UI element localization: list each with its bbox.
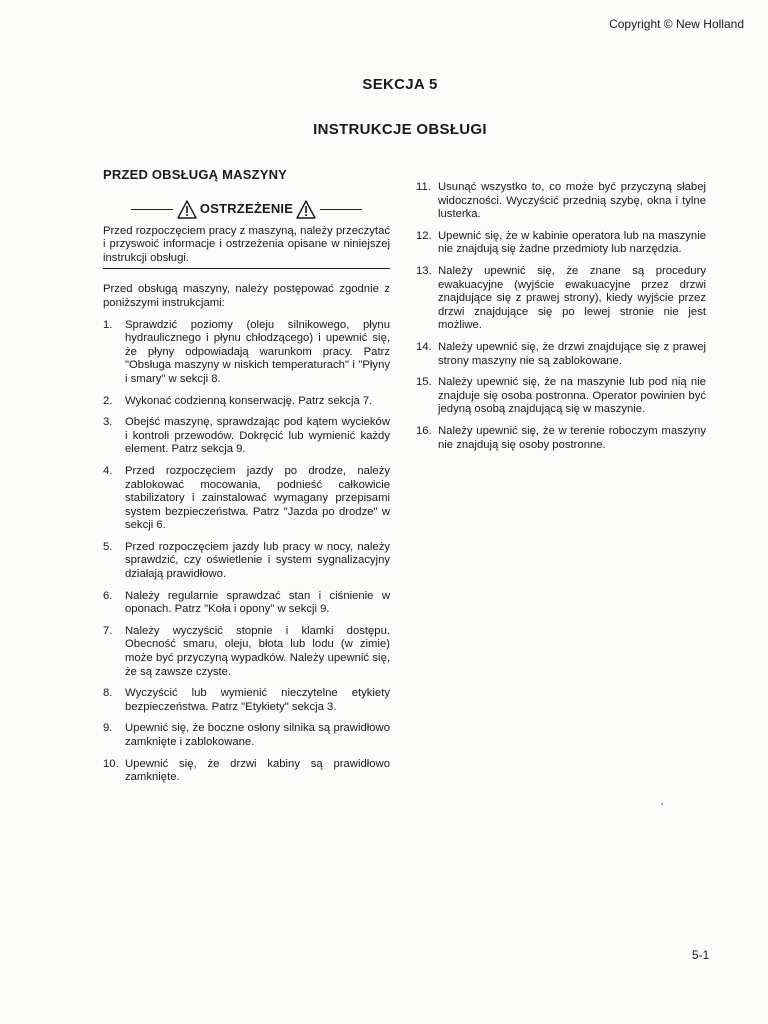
item-text: Należy regularnie sprawdzać stan i ciśnienie w oponach. Patrz "Koła i opony" w sekcji 9. bbox=[125, 589, 390, 616]
warning-triangle-icon bbox=[296, 200, 316, 219]
item-number: 8. bbox=[103, 687, 113, 700]
list-item bbox=[416, 341, 706, 368]
item-number: 16. bbox=[416, 424, 432, 437]
item-text: Upewnić się, że w kabinie operatora lub na maszynie nie znajdują się żadne przedmioty lub narzędzia. bbox=[438, 229, 706, 256]
list-item bbox=[103, 687, 390, 714]
divider bbox=[131, 209, 173, 210]
list-item bbox=[103, 465, 390, 533]
item-number: 3. bbox=[103, 416, 113, 429]
list-item bbox=[103, 395, 390, 409]
item-text: Przed rozpoczęciem jazdy lub pracy w nocy, należy sprawdzić, czy oświetlenie i system sygnalizacyjny działają prawidłowo. bbox=[125, 540, 390, 581]
instruction-list bbox=[103, 319, 390, 785]
item-number: 2. bbox=[103, 394, 113, 407]
item-number: 7. bbox=[103, 624, 113, 637]
item-number: 9. bbox=[103, 722, 113, 735]
document-title: INSTRUKCJE OBSŁUGI bbox=[313, 121, 487, 138]
item-number: 11. bbox=[416, 181, 431, 193]
list-item bbox=[416, 230, 706, 257]
list-item bbox=[103, 319, 390, 387]
subheading: PRZED OBSŁUGĄ MASZYNY bbox=[103, 167, 288, 182]
warning-label: OSTRZEŻENIE bbox=[199, 201, 294, 217]
item-text: Wykonać codzienną konserwację. Patrz sekcja 7. bbox=[125, 394, 373, 407]
item-text: Upewnić się, że drzwi kabiny są prawidłowo zamknięte. bbox=[125, 757, 390, 784]
intro-paragraph: Przed obsługą maszyny, należy postępować zgodnie z poniższymi instrukcjami: bbox=[103, 283, 390, 309]
list-item bbox=[416, 425, 706, 452]
item-text: Usunąć wszystko to, co może być przyczyną słabej widoczności. Wyczyścić przednią szybę, okna i tylne lusterka. bbox=[438, 181, 706, 221]
item-number: 14. bbox=[416, 340, 432, 353]
list-item bbox=[103, 758, 390, 785]
list-item bbox=[416, 376, 706, 417]
item-number: 1. bbox=[103, 318, 113, 331]
item-number: 4. bbox=[103, 464, 113, 477]
item-text: Obejść maszynę, sprawdzając pod kątem wycieków i kontroli przewodów. Dokręcić lub wymienić każdy element. Patrz sekcja 9. bbox=[125, 416, 390, 456]
section-title: SEKCJA 5 bbox=[362, 76, 438, 93]
scan-speck bbox=[661, 803, 663, 805]
list-item bbox=[103, 541, 390, 582]
item-text: Sprawdzić poziomy (oleju silnikowego, płynu hydraulicznego i płynu chłodzącego) i upewnić się, że płyny odpowiadają warunkom pracy. Patrz "Obsługa maszyny w niskich temperaturach" i "Płyny i smary" w sekcji 8. bbox=[125, 318, 390, 385]
list-item bbox=[103, 416, 390, 457]
list-item bbox=[416, 181, 706, 222]
warning-triangle-icon bbox=[177, 200, 197, 219]
item-text: Wyczyścić lub wymienić nieczytelne etykiety bezpieczeństwa. Patrz "Etykiety" sekcja 3. bbox=[125, 687, 390, 713]
left-column bbox=[103, 168, 390, 793]
warning-header bbox=[103, 200, 390, 219]
item-number: 5. bbox=[103, 540, 113, 553]
right-column bbox=[416, 181, 706, 460]
divider bbox=[320, 209, 362, 210]
instruction-list bbox=[416, 181, 706, 452]
item-text: Upewnić się, że boczne osłony silnika są prawidłowo zamknięte i zablokowane. bbox=[125, 722, 390, 748]
item-text: Należy upewnić się, że na maszynie lub pod nią nie znajduje się osoba postronna. Operator powinien być jedyną osobą znajdującą się w maszynie. bbox=[438, 376, 706, 416]
warning-text: Przed rozpoczęciem pracy z maszyną, należy przeczytać i przyswoić informacje i ostrzeżenia opisane w niniejszej instrukcji obsługi. bbox=[103, 225, 390, 270]
list-item bbox=[416, 265, 706, 333]
item-text: Należy upewnić się, że znane są procedury ewakuacyjne (wyjście ewakuacyjne przez drzwi znajdujące się z prawej strony), kiedy wyjście przez drzwi znajdujące się po lewej stronie nie jest możliwe. bbox=[438, 264, 706, 332]
list-item bbox=[103, 625, 390, 679]
item-text: Należy wyczyścić stopnie i klamki dostępu. Obecność smaru, oleju, błota lub lodu (w zimie) może być przyczyną wypadków. Należy upewnić się, że są zawsze czyste. bbox=[125, 624, 390, 678]
item-number: 6. bbox=[103, 589, 113, 602]
item-text: Przed rozpoczęciem jazdy po drodze, należy zablokować mocowania, podnieść całkowicie stabilizatory i zainstalować wymagany przepisami system bezpieczeństwa. Patrz "Jazda po drodze" w sekcji 6. bbox=[125, 464, 390, 532]
item-text: Należy upewnić się, że drzwi znajdujące się z prawej strony maszyny nie są zablokowane. bbox=[438, 340, 706, 367]
item-text: Należy upewnić się, że w terenie roboczym maszyny nie znajdują się osoby postronne. bbox=[438, 424, 706, 451]
list-item bbox=[103, 722, 390, 749]
item-number: 15. bbox=[416, 376, 432, 389]
copyright-notice: Copyright © New Holland bbox=[609, 17, 744, 31]
item-number: 12. bbox=[416, 229, 432, 242]
list-item bbox=[103, 590, 390, 617]
item-number: 10. bbox=[103, 757, 119, 770]
page-number: 5-1 bbox=[692, 948, 710, 962]
item-number: 13. bbox=[416, 264, 432, 277]
